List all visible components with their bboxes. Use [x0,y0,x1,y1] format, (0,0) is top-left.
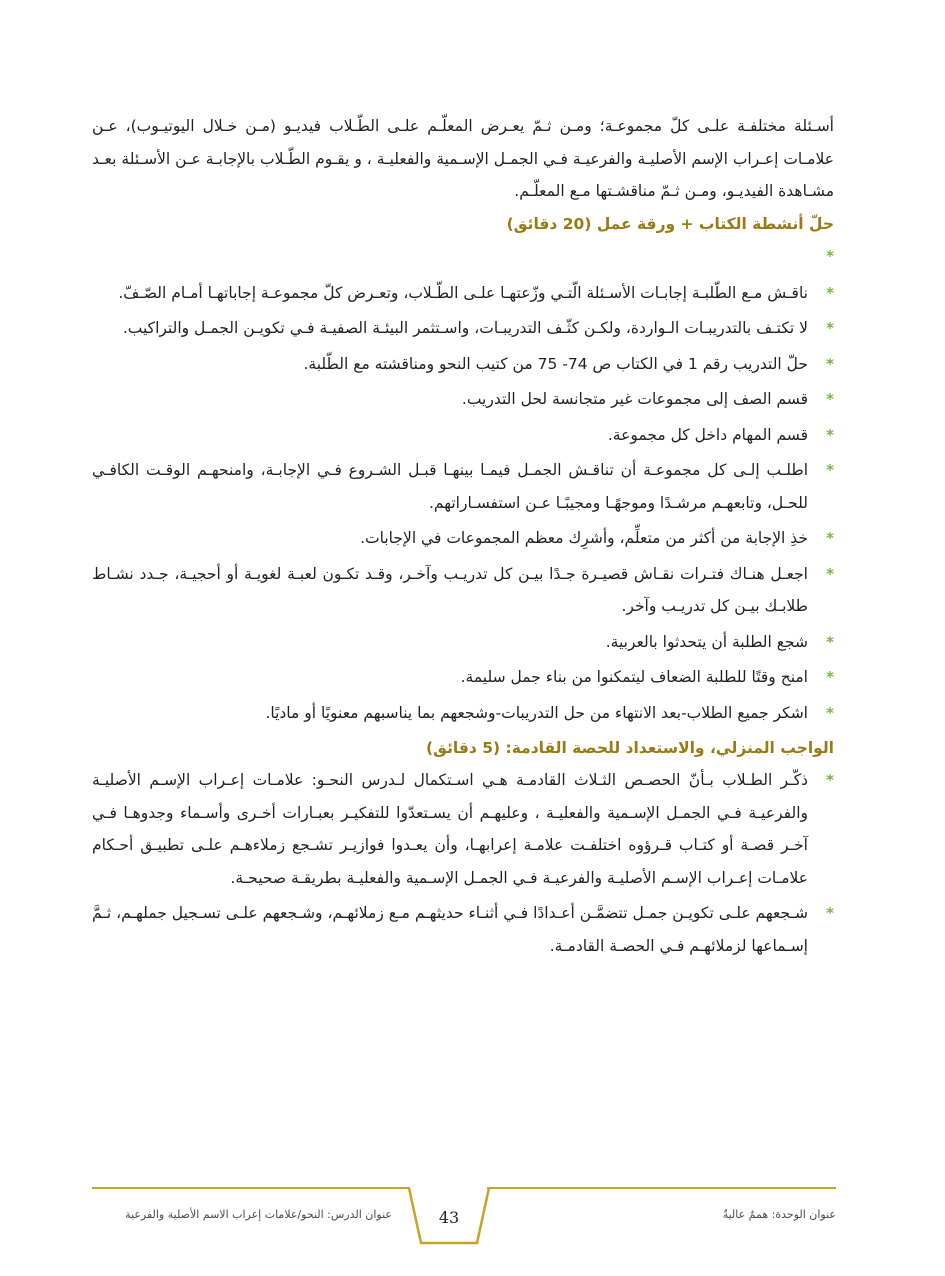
intro-paragraph: أسـئلة مختلفـة علـى كلّ مجموعـة؛ ومـن ثـمّ يعـرض المعلّـم علـى الطّـلاب فيديـو (مـن خـلال اليوتيـوب)، عـن علامـات إعـراب الإسم الأصليـة والفرعيـة فـي الجمـل الإسـمية والفعليـة ، و يقـوم الطّـلاب بالإجابـة عـن الأسـئلة بعـد مشـاهدة الفيديـو، ومـن ثـمّ مناقشـتها مـع المعلّـم. [92,117,834,200]
asterisk-bullet-icon: * [826,703,834,722]
section-heading-activities: حلّ أنشطة الكتاب + ورقة عمل (20 دقائق) [506,214,834,233]
list-item: * خذِ الإجابة من أكثر من متعلِّم، وأشرِك معظم المجموعات في الإجابات. [92,522,834,555]
list-item: * اطلـب إلـى كل مجموعـة أن تناقـش الجمـل فيمـا بينهـا قبـل الشـروع فـي الإجابـة، وامنحهـم الوقـت الكافـي للحـل، وتابعهـم مرشـدًا وموجهًـا ومجيبًـا عـن استفسـاراتهم. [92,454,834,519]
list-item: * قسم المهام داخل كل مجموعة. [92,419,834,452]
homework-list [92,764,834,962]
list-item: * اشكر جميع الطلاب-بعد الانتهاء من حل التدريبات-وشجعهم بما يناسبهم معنويًا أو ماديًا. [92,697,834,730]
list-item: * شـجعهم علـى تكويـن جمـل تتضمَّـن أعـدادًا فـي أثنـاء حديثهـم مـع زملائهـم، وشـجعهم علـى تسـجيل جملهـم، ثـمَّ إسـماعها لزملائهـم فـي الحصـة القادمـة. [92,897,834,962]
asterisk-bullet-icon: * [826,283,834,302]
asterisk-bullet-icon: * [826,390,834,408]
list-item: * ناقـش مـع الطّلبـة إجابـات الأسـئلة الّتـي وزّعتهـا علـى الطّـلاب، وتعـرض كلّ مجموعـة إجاباتهـا أمـام الصّـفّ. [92,277,834,310]
asterisk-bullet-icon: * [826,246,834,265]
list-item-empty [92,240,834,274]
list-item: * ذكّـر الطـلاب بـأنّ الحصـص الثـلاث القادمـة هـي اسـتكمال لـدرس النحـو: علامـات إعـراب الإسـم الأصليـة والفرعيـة فـي الجمـل الإسـمية والفعليـة ، وعليهـم أن يسـتعدّوا للتفكيـر بعبـارات أخـرى وأسـماء وجدوهـا فـي آخـر قصـة أو كتـاب قـرؤوه اختلفـت علامـة إعرابهـا، وأن يعـدوا فوازيـر تشـجع زملاءهـم علـى تطبيـق أحـكام علامـات إعـراب الإسـم الأصليـة والفرعيـة فـي الجمـل الإسـمية والفعليـة بطريقـة صحيحـة. [92,764,834,894]
list-item: * شجع الطلبة أن يتحدثوا بالعربية. [92,626,834,659]
footer-divider-right [487,1187,836,1189]
asterisk-bullet-icon: * [826,319,834,337]
asterisk-bullet-icon: * [826,771,834,789]
asterisk-bullet-icon: * [826,461,834,479]
list-item: * امنح وقتًا للطلبة الضعاف ليتمكنوا من بناء جمل سليمة. [92,661,834,694]
section-heading-homework: الواجب المنزلي، والاستعداد للحصة القادمة: (5 دقائق) [426,739,834,757]
list-item: * لا تكتـف بالتدريبـات الـواردة، ولكـن كثّـف التدريبـات، واسـتثمر البيئـة الصفيـة فـي تكويـن الجمـل والتراكيب. [92,312,834,345]
list-item: * اجعـل هنـاك فتـرات نقـاش قصيـرة جـدًا بيـن كل تدريـب وآخـر، وقـد تكـون لعبـة لغويـة أو أحجيـة، جـدد نشـاط طلابـك بيـن كل تدريـب وآخر. [92,558,834,623]
activities-list [92,240,834,730]
asterisk-bullet-icon: * [826,425,834,444]
asterisk-bullet-icon: * [826,632,834,651]
page-content [92,110,834,965]
asterisk-bullet-icon: * [826,529,834,547]
footer-lesson-title: عنوان الدرس: النحو/علامات إعراب الاسم الأصلية والفرعية [125,1208,392,1221]
asterisk-bullet-icon: * [826,354,834,373]
list-item: * قسم الصف إلى مجموعات غير متجانسة لحل التدريب. [92,383,834,416]
page-number: 43 [438,1208,460,1227]
asterisk-bullet-icon: * [826,904,834,922]
asterisk-bullet-icon: * [826,668,834,686]
list-item: * حلّ التدريب رقم 1 في الكتاب ص 74- 75 من كتيب النحو ومناقشته مع الطّلبة. [92,348,834,381]
footer-divider-left [92,1187,410,1189]
asterisk-bullet-icon: * [826,564,834,583]
footer-unit-title: عنوان الوحدة: هممٌ عاليةٌ [722,1208,836,1221]
